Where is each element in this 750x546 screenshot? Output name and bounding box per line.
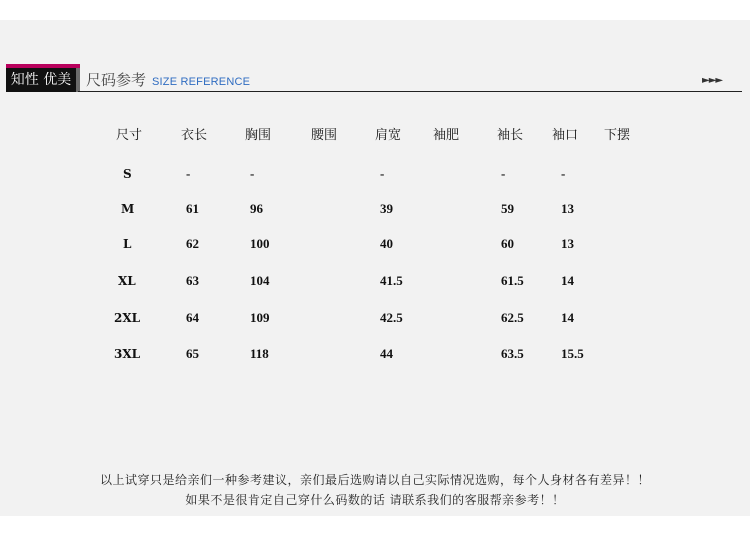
row-cuff-cell: 13 [561, 236, 574, 251]
row-shoulder-cell: 42.5 [380, 310, 403, 325]
col-header-length: 衣长 [181, 128, 208, 143]
row-bust-cell: 96 [250, 201, 263, 216]
tag-shadow [76, 68, 80, 92]
section-title-en: SIZE REFERENCE [152, 76, 251, 88]
section-title-cn: 尺码参考 [86, 71, 147, 89]
style-tag: 知性 优美 [6, 68, 76, 92]
row-length-cell: - [186, 166, 191, 181]
size-chart-panel [0, 20, 750, 516]
row-cuff-cell: 14 [561, 310, 574, 325]
row-sleeve-cell: - [501, 166, 506, 181]
row-sleeve-cell: 62.5 [501, 310, 524, 325]
row-cuff-cell: - [561, 166, 566, 181]
row-size-cell: L [123, 237, 132, 251]
fit-advice-note: 以上试穿只是给亲们一种参考建议，亲们最后选购请以自己实际情况选购，每个人身材各有差异！！ [99, 473, 650, 487]
row-size-cell: M [121, 202, 135, 216]
row-size-cell: 2XL [114, 311, 141, 325]
row-length-cell: 62 [186, 236, 199, 251]
header-divider [78, 91, 742, 92]
row-bust-cell: 118 [250, 346, 269, 361]
row-sleeve-cell: 60 [501, 236, 514, 251]
contact-service-note: 如果不是很肯定自己穿什么码数的话 请联系我们的客服帮亲参考！！ [185, 493, 565, 507]
row-cuff-cell: 14 [561, 273, 574, 288]
row-shoulder-cell: 44 [380, 346, 393, 361]
col-header-arm: 袖肥 [433, 128, 460, 143]
arrows-icon: ►►► [702, 75, 723, 86]
row-size-cell: S [123, 167, 132, 181]
row-length-cell: 65 [186, 346, 199, 361]
col-header-sleeve: 袖长 [497, 128, 524, 143]
row-length-cell: 63 [186, 273, 199, 288]
col-header-shoulder: 肩宽 [375, 128, 402, 143]
row-length-cell: 61 [186, 201, 199, 216]
row-shoulder-cell: 40 [380, 236, 393, 251]
row-sleeve-cell: 59 [501, 201, 514, 216]
row-bust-cell: 104 [250, 273, 270, 288]
col-header-size: 尺寸 [116, 128, 143, 143]
col-header-cuff: 袖口 [552, 128, 579, 143]
row-cuff-cell: 15.5 [561, 346, 584, 361]
row-bust-cell: 109 [250, 310, 270, 325]
row-shoulder-cell: - [380, 166, 385, 181]
row-sleeve-cell: 63.5 [501, 346, 524, 361]
row-bust-cell: 100 [250, 236, 270, 251]
row-shoulder-cell: 39 [380, 201, 393, 216]
col-header-waist: 腰围 [311, 128, 338, 143]
row-size-cell: XL [118, 274, 136, 288]
row-cuff-cell: 13 [561, 201, 574, 216]
row-length-cell: 64 [186, 310, 199, 325]
row-size-cell: 3XL [114, 347, 141, 361]
row-bust-cell: - [250, 166, 255, 181]
row-sleeve-cell: 61.5 [501, 273, 524, 288]
col-header-bust: 胸围 [245, 128, 272, 143]
col-header-hem: 下摆 [604, 128, 631, 143]
row-shoulder-cell: 41.5 [380, 273, 403, 288]
